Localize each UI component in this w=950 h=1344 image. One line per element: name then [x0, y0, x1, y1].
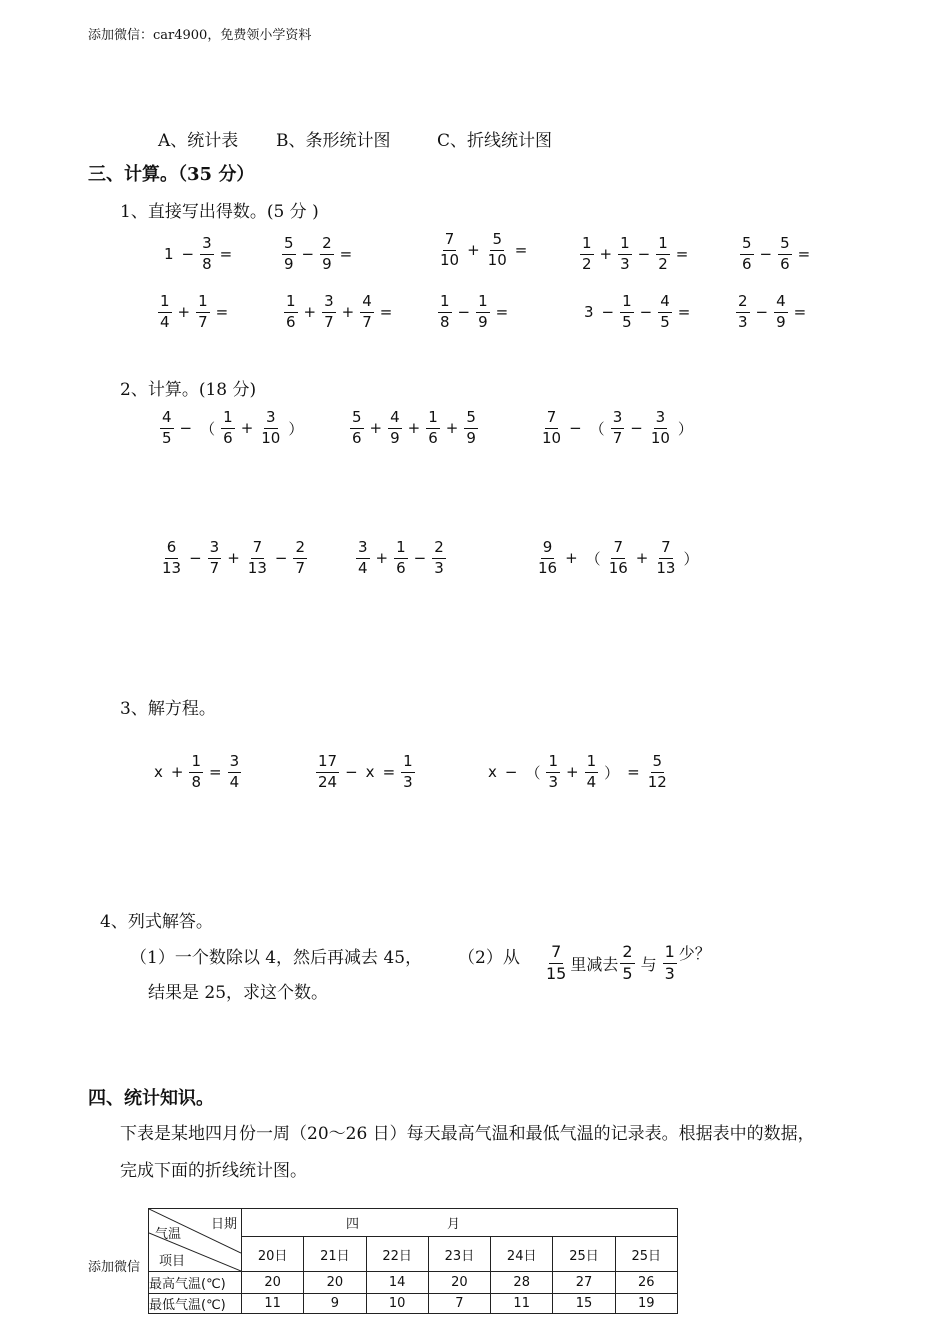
table-cell: 14 — [366, 1272, 428, 1294]
q4-part2-text: 里减去 — [570, 954, 619, 974]
page-header: 添加微信：car4900，免费领小学资料 — [88, 28, 312, 43]
fraction — [536, 540, 559, 577]
numerator: 2 — [736, 294, 750, 313]
operator: = — [627, 763, 640, 782]
denominator: 5 — [162, 428, 172, 447]
fraction — [476, 294, 490, 331]
q3-equation — [150, 754, 243, 791]
fraction — [208, 540, 222, 577]
fraction — [778, 236, 792, 273]
fraction — [221, 410, 235, 447]
number: x — [154, 763, 163, 782]
operator: + — [375, 549, 389, 568]
numerator: 1 — [221, 410, 235, 429]
q1-expr — [160, 236, 236, 273]
fraction — [200, 236, 214, 273]
fraction — [350, 410, 364, 447]
fraction — [607, 540, 630, 577]
fraction — [646, 754, 669, 791]
denominator: 5 — [622, 312, 632, 331]
operator: （ — [585, 549, 601, 568]
table-cell: 11 — [491, 1294, 553, 1314]
operator: + — [303, 303, 317, 322]
denominator: 10 — [542, 428, 562, 447]
fraction — [426, 410, 440, 447]
operator: − — [189, 549, 202, 568]
operator: − — [179, 419, 193, 438]
option-c: C、折线统计图 — [437, 131, 553, 151]
operator: = — [514, 241, 528, 260]
fraction — [486, 232, 509, 269]
fraction — [360, 294, 374, 331]
operator: = — [495, 303, 509, 322]
fraction — [282, 236, 296, 273]
fraction — [293, 540, 307, 577]
numerator: 1 — [158, 294, 172, 313]
numerator: 17 — [316, 754, 339, 773]
denominator: 10 — [261, 428, 281, 447]
denominator: 7 — [324, 312, 334, 331]
table-cell: 20 — [242, 1272, 304, 1294]
table-cell: 19 — [615, 1294, 677, 1314]
fraction — [158, 294, 172, 331]
operator: − — [601, 303, 615, 322]
q1-expr — [436, 232, 531, 269]
operator: − — [569, 419, 582, 438]
table-cell: 26 — [615, 1272, 677, 1294]
numerator: 9 — [541, 540, 555, 559]
numerator: 4 — [774, 294, 788, 313]
operator: + — [369, 419, 383, 438]
numerator: 3 — [208, 540, 222, 559]
q1-expr — [436, 294, 512, 331]
denominator: 7 — [198, 312, 208, 331]
operator: − — [759, 245, 773, 264]
denominator: 24 — [318, 772, 338, 791]
denominator: 10 — [650, 428, 670, 447]
numerator: 5 — [740, 236, 754, 255]
denominator: 13 — [656, 558, 676, 577]
denominator: 3 — [403, 772, 413, 791]
table-cell: 9 — [304, 1294, 366, 1314]
table-cell: 28 — [491, 1272, 553, 1294]
date-header: 25日 — [615, 1237, 677, 1272]
option-a: A、统计表 — [158, 131, 239, 151]
numerator: 3 — [611, 410, 625, 429]
numerator: 1 — [476, 294, 490, 313]
numerator: 7 — [443, 232, 457, 251]
numerator: 1 — [196, 294, 210, 313]
q2-expr — [348, 410, 480, 447]
operator: （ — [525, 763, 541, 782]
fraction — [611, 410, 625, 447]
operator: − — [181, 245, 195, 264]
operator: = — [677, 303, 691, 322]
table-cell: 7 — [428, 1294, 490, 1314]
temperature-table — [148, 1208, 678, 1314]
q2-expr — [158, 410, 307, 447]
number: 1 — [164, 245, 174, 264]
operator: + — [170, 763, 184, 782]
table-month-header: 四 月 — [242, 1209, 678, 1237]
table-cell: 11 — [242, 1294, 304, 1314]
denominator: 3 — [434, 558, 444, 577]
corner-label-temp: 气温 — [155, 1227, 182, 1242]
numerator: 3 — [200, 236, 214, 255]
fraction — [774, 294, 788, 331]
operator: − — [413, 549, 427, 568]
denominator: 2 — [582, 254, 592, 273]
numerator: 3 — [654, 410, 668, 429]
numerator: 5 — [282, 236, 296, 255]
q3-title: 3、解方程。 — [120, 699, 216, 719]
fraction — [464, 410, 478, 447]
option-b: B、条形统计图 — [276, 131, 391, 151]
operator: − — [274, 549, 288, 568]
numerator: 4 — [658, 294, 672, 313]
denominator: 2 — [658, 254, 668, 273]
fraction — [649, 410, 672, 447]
operator: ） — [604, 763, 620, 782]
numerator: 5 — [490, 232, 504, 251]
operator: = — [797, 245, 811, 264]
fraction: $\frac{2}{5}$ — [622, 942, 633, 983]
table-cell: 27 — [553, 1272, 615, 1294]
denominator: 6 — [286, 312, 296, 331]
fraction — [546, 754, 560, 791]
numerator: 2 — [320, 236, 334, 255]
fraction — [316, 754, 339, 791]
q4-part2-label: （2）从 — [458, 948, 520, 968]
fraction — [160, 410, 174, 447]
denominator: 4 — [358, 558, 368, 577]
fraction — [656, 236, 670, 273]
q2-expr — [354, 540, 448, 577]
denominator: 9 — [478, 312, 488, 331]
denominator: 6 — [396, 558, 406, 577]
operator: + — [566, 763, 579, 782]
fraction — [618, 236, 632, 273]
table-row — [149, 1272, 678, 1294]
q1-title: 1、直接写出得数。(5 分 ) — [120, 202, 319, 222]
numerator: 4 — [160, 410, 174, 429]
numerator: 3 — [356, 540, 370, 559]
fraction — [394, 540, 408, 577]
operator: = — [215, 303, 229, 322]
operator: − — [639, 303, 653, 322]
fraction — [356, 540, 370, 577]
denominator: 3 — [738, 312, 748, 331]
denominator: 8 — [202, 254, 212, 273]
operator: = — [793, 303, 807, 322]
numerator: 3 — [322, 294, 336, 313]
date-header: 21日 — [304, 1237, 366, 1272]
numerator: 5 — [778, 236, 792, 255]
fraction — [585, 754, 599, 791]
denominator: 3 — [548, 772, 559, 791]
table-cell: 20 — [304, 1272, 366, 1294]
operator: （ — [200, 419, 216, 438]
row-label: 最高气温(℃) — [149, 1272, 242, 1294]
fraction — [438, 232, 461, 269]
q4-part1-line2: 结果是 25，求这个数。 — [148, 983, 329, 1003]
operator: ） — [683, 549, 699, 568]
denominator: 9 — [776, 312, 786, 331]
fraction — [322, 294, 336, 331]
operator: = — [675, 245, 689, 264]
operator: = — [209, 763, 222, 782]
operator: + — [635, 549, 649, 568]
fraction — [246, 540, 269, 577]
page-footer-fragment: 添加微信 — [88, 1260, 141, 1275]
q1-expr — [282, 294, 396, 331]
q4-title: 4、列式解答。 — [100, 912, 213, 932]
table-cell: 20 — [428, 1272, 490, 1294]
q4-part1-line1: （1）一个数除以 4，然后再减去 45， — [130, 948, 423, 968]
operator: = — [382, 763, 396, 782]
operator: + — [445, 419, 459, 438]
fraction — [284, 294, 298, 331]
denominator: 8 — [440, 312, 450, 331]
numerator: 6 — [165, 540, 179, 559]
denominator: 7 — [612, 428, 623, 447]
fraction: $\frac{1}{3}$ — [664, 942, 675, 983]
fraction — [658, 294, 672, 331]
numerator: 1 — [401, 754, 415, 773]
fraction — [736, 294, 750, 331]
numerator: 1 — [656, 236, 670, 255]
denominator: 9 — [466, 428, 476, 447]
q4-part2-tail: 少？ — [678, 943, 711, 963]
table-cell: 10 — [366, 1294, 428, 1314]
numerator: 1 — [580, 236, 594, 255]
numerator: 5 — [651, 754, 665, 773]
operator: = — [339, 245, 353, 264]
corner-label-item: 项目 — [159, 1254, 186, 1269]
numerator: 1 — [438, 294, 452, 313]
numerator: 1 — [394, 540, 408, 559]
fraction — [160, 540, 183, 577]
q1-expr — [156, 294, 232, 331]
corner-label-date: 日期 — [210, 1217, 237, 1232]
operator: + — [467, 241, 480, 260]
numerator: 2 — [293, 540, 307, 559]
q1-expr — [738, 236, 814, 273]
number: x — [488, 763, 497, 782]
numerator: 5 — [464, 410, 478, 429]
denominator: 4 — [160, 312, 170, 331]
section3-title: 三、计算。（35 分） — [88, 164, 255, 185]
numerator: 7 — [545, 410, 559, 429]
q1-expr — [578, 236, 692, 273]
operator: − — [345, 763, 358, 782]
operator: （ — [589, 419, 605, 438]
denominator: 4 — [586, 772, 597, 791]
numerator: 4 — [360, 294, 374, 313]
denominator: 16 — [538, 558, 558, 577]
numerator: 1 — [618, 236, 632, 255]
fraction — [320, 236, 334, 273]
denominator: 13 — [247, 558, 267, 577]
denominator: 5 — [660, 312, 670, 331]
operator: ） — [677, 419, 693, 438]
denominator: 12 — [647, 772, 667, 791]
numerator: 3 — [228, 754, 242, 773]
row-label: 最低气温(℃) — [149, 1294, 242, 1314]
denominator: 13 — [162, 558, 182, 577]
fraction — [189, 754, 203, 791]
numerator: 2 — [432, 540, 446, 559]
fraction — [540, 410, 563, 447]
denominator: 6 — [742, 254, 752, 273]
denominator: 16 — [608, 558, 628, 577]
q3-equation — [484, 754, 671, 791]
denominator: 6 — [223, 428, 233, 447]
number: x — [365, 763, 375, 782]
denominator: 10 — [440, 250, 460, 269]
denominator: 9 — [322, 254, 332, 273]
operator: − — [637, 245, 651, 264]
operator: = — [379, 303, 393, 322]
fraction — [432, 540, 446, 577]
operator: = — [219, 245, 233, 264]
numerator: 7 — [251, 540, 265, 559]
numerator: 4 — [388, 410, 402, 429]
denominator: 7 — [209, 558, 220, 577]
fraction — [196, 294, 210, 331]
fraction — [740, 236, 754, 273]
date-header: 24日 — [491, 1237, 553, 1272]
denominator: 6 — [352, 428, 362, 447]
numerator: 7 — [659, 540, 673, 559]
section4-paragraph-line1: 下表是某地四月份一周（20～26 日）每天最高气温和最低气温的记录表。根据表中的数据， — [120, 1124, 815, 1144]
operator: + — [341, 303, 355, 322]
table-row — [149, 1294, 678, 1314]
fraction — [228, 754, 242, 791]
denominator: 9 — [390, 428, 400, 447]
q3-equation — [314, 754, 417, 791]
operator: ） — [288, 419, 304, 438]
fraction — [388, 410, 402, 447]
operator: + — [227, 549, 240, 568]
q4-part2-text: 与 — [640, 954, 657, 974]
operator: + — [599, 245, 613, 264]
operator: − — [504, 763, 518, 782]
denominator: 6 — [780, 254, 790, 273]
table-corner-cell — [149, 1209, 242, 1272]
denominator: 6 — [428, 428, 438, 447]
section4-paragraph-line2: 完成下面的折线统计图。 — [120, 1161, 307, 1181]
q1-expr — [580, 294, 694, 331]
fraction — [438, 294, 452, 331]
denominator: 7 — [295, 558, 306, 577]
denominator: 9 — [284, 254, 294, 273]
date-header: 25日 — [553, 1237, 615, 1272]
operator: + — [177, 303, 191, 322]
fraction — [654, 540, 677, 577]
denominator: 10 — [487, 250, 507, 269]
numerator: 1 — [620, 294, 634, 313]
fraction — [259, 410, 282, 447]
q2-expr — [534, 540, 702, 577]
denominator: 7 — [362, 312, 372, 331]
numerator: 5 — [350, 410, 364, 429]
operator: + — [565, 549, 578, 568]
numerator: 7 — [611, 540, 625, 559]
q2-expr — [538, 410, 697, 447]
q1-expr — [280, 236, 356, 273]
date-header: 20日 — [242, 1237, 304, 1272]
operator: − — [301, 245, 315, 264]
operator: + — [407, 419, 421, 438]
numerator: 1 — [426, 410, 440, 429]
section4-title: 四、统计知识。 — [88, 1088, 214, 1109]
numerator: 3 — [264, 410, 278, 429]
operator: − — [457, 303, 471, 322]
operator: − — [755, 303, 769, 322]
fraction — [620, 294, 634, 331]
date-header: 22日 — [366, 1237, 428, 1272]
denominator: 3 — [620, 254, 630, 273]
q4-part2-expr — [542, 944, 711, 983]
numerator: 1 — [585, 754, 599, 773]
operator: − — [630, 419, 643, 438]
q2-title: 2、计算。(18 分) — [120, 380, 257, 400]
denominator: 4 — [229, 772, 240, 791]
denominator: 8 — [191, 772, 202, 791]
numerator: 1 — [546, 754, 560, 773]
table-cell: 15 — [553, 1294, 615, 1314]
fraction — [580, 236, 594, 273]
q1-expr — [734, 294, 810, 331]
numerator: 1 — [189, 754, 203, 773]
fraction — [401, 754, 415, 791]
date-header: 23日 — [428, 1237, 490, 1272]
operator: + — [240, 419, 254, 438]
fraction: $\frac{7}{15}$ — [546, 942, 567, 983]
numerator: 1 — [284, 294, 298, 313]
q2-expr — [158, 540, 309, 577]
number: 3 — [584, 303, 594, 322]
